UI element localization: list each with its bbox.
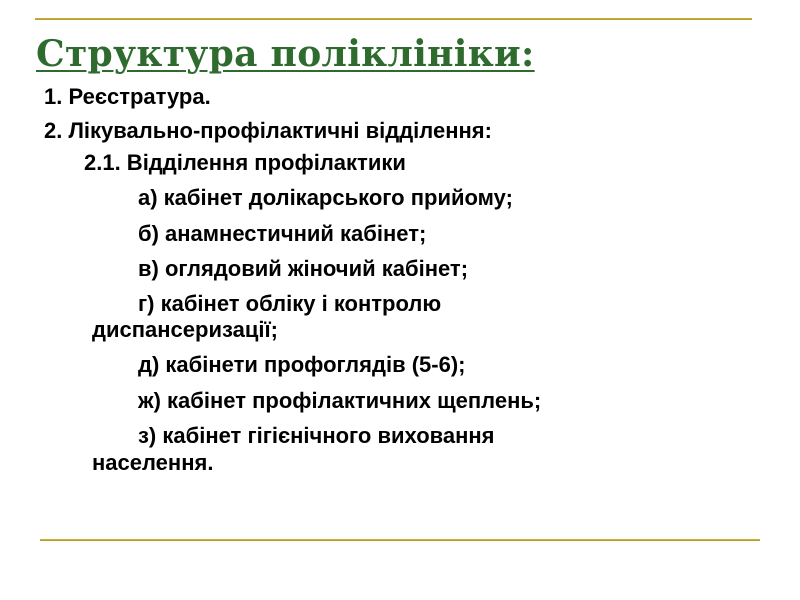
list-item-treatment-departments: 2. Лікувально-профілактичні відділення: [44, 118, 492, 143]
list-item-hygiene-education-office-cont: населення. [92, 450, 214, 475]
list-item-hygiene-education-office: з) кабінет гігієнічного виховання [138, 423, 495, 448]
top-divider [35, 18, 752, 20]
list-item-prevention-department: 2.1. Відділення профілактики [84, 150, 406, 175]
slide-title: Структура поліклініки: [36, 33, 535, 75]
list-item-female-exam-office: в) оглядовий жіночий кабінет; [138, 256, 469, 281]
list-item-anamnestic-office: б) анамнестичний кабінет; [138, 221, 427, 246]
list-item-checkup-offices: д) кабінети профоглядів (5-6); [138, 352, 466, 377]
list-item-vaccination-office: ж) кабінет профілактичних щеплень; [138, 388, 542, 413]
list-item-dispensary-control-office-cont: диспансеризації; [92, 317, 279, 342]
list-item-pre-medical-office: а) кабінет долікарського прийому; [138, 185, 513, 210]
bottom-divider [40, 539, 760, 541]
list-item-registry: 1. Реєстратура. [44, 84, 211, 109]
list-item-dispensary-control-office: г) кабінет обліку і контролю [138, 291, 442, 316]
